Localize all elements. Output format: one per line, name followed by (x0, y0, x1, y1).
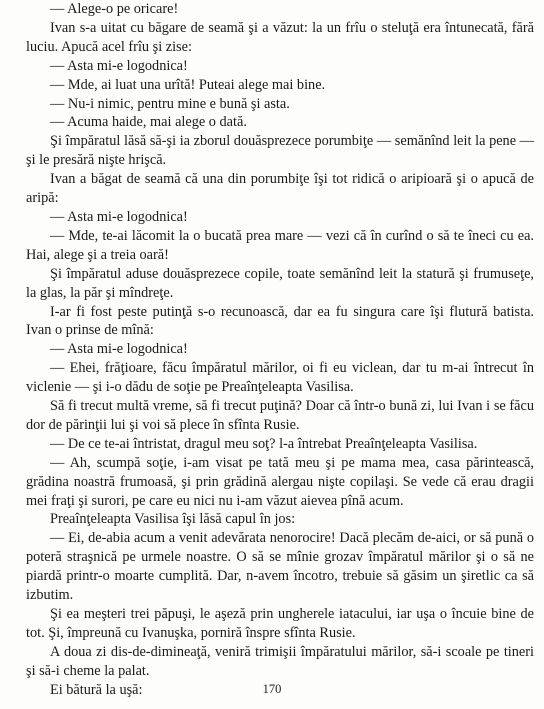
paragraph: — Nu-i nimic, pentru mine e bună şi asta. (50, 95, 290, 112)
paragraph: — Acuma haide, mai alege o dată. (50, 114, 247, 131)
body-text (26, 0, 534, 700)
paragraph: — Asta mi-e logodnica! (50, 341, 188, 358)
paragraph: Şi împăratul aduse douăsprezece copile, toate semănînd leit la statură şi frumuseţe, la glas, la păr şi mîndreţe. (26, 265, 534, 301)
paragraph: A doua zi dis-de-dimineaţă, veniră trimişii împăratului mărilor, să-i scoale pe tineri şi să-i cheme la palat. (26, 643, 534, 679)
paragraph: Preaînţeleapta Vasilisa îşi lăsă capul în jos: (50, 511, 296, 528)
paragraph: I-ar fi fost peste putinţă s-o recunoască, dar ea fu singura care îşi flutură batista. Ivan o prinse de mînă: (26, 303, 534, 339)
paragraph: — Asta mi-e logodnica! (50, 208, 188, 225)
paragraph: — Alege-o pe oricare! (50, 1, 179, 17)
paragraph: Ivan a băgat de seamă că una din porumbiţe îşi tot ridică o aripioară şi o apucă de aripă: (26, 171, 534, 207)
paragraph: Şi ea meşteri trei păpuşi, le aşeză prin ungherele iatacului, iar uşa o încuie bine de tot. Şi, împreună cu Ivanuşka, porniră înspre sfînta Rusie. (26, 606, 534, 641)
paragraph: Şi împăratul lăsă să-şi ia zborul douăsprezece porumbiţe — semănînd leit la pene — şi le presără nişte hrişcă. (26, 133, 534, 169)
paragraph: — Ei, de-abia acum a venit adevărata nenorocire! Dacă plecăm de-aici, or să pună o poteră straşnică pe urmele noastre. O să se mînie grozav împăratul mărilor şi o să ne piardă printr-o moarte cumplită. Dar, n-avem încotro, trebuie să găsim un şiretlic ca să izbutim. (26, 530, 534, 604)
paragraph: Ei bătură la uşă: (50, 681, 143, 698)
paragraph: Să fi trecut multă vreme, să fi trecut puţină? Doar că într-o bună zi, lui Ivan i se făcu dor de părinţii lui şi voi să plece în sfînta Rusie. (26, 398, 534, 433)
paragraph: — Mde, te-ai lăcomit la o bucată prea mare — vezi că în curînd o să te îneci cu ea. Hai, alege şi a treia oară! (26, 227, 534, 263)
paragraph: — De ce te-ai întristat, dragul meu soţ? l-a întrebat Preaînţeleapta Vasilisa. (50, 435, 478, 452)
paragraph: — Ehei, frăţioare, făcu împăratul mărilor, oi fi eu viclean, dar tu m-ai întrecut în viclenie — şi i-o dădu de soţie pe Preaînţeleapta Vasilisa. (26, 360, 534, 396)
paragraph: Ivan s-a uitat cu băgare de seamă şi a văzut: la un frîu o steluţă era întunecată, fără luciu. Apucă acel frîu şi zise: (26, 19, 534, 55)
paragraph: — Asta mi-e logodnica! (50, 57, 188, 74)
page-number: 170 (262, 682, 282, 696)
paragraph: — Mde, ai luat una urîtă! Puteai alege mai bine. (50, 76, 326, 93)
paragraph: — Ah, scumpă soţie, i-am visat pe tată meu şi pe mama mea, casa părintească, grădina noastră frumoasă, şi prin grădină alergau nişte copilaşi. Se vede că erau dragii mei fraţi şi surori, pe care eu nici nu i-am văzut aievea pînă acum. (26, 454, 534, 509)
